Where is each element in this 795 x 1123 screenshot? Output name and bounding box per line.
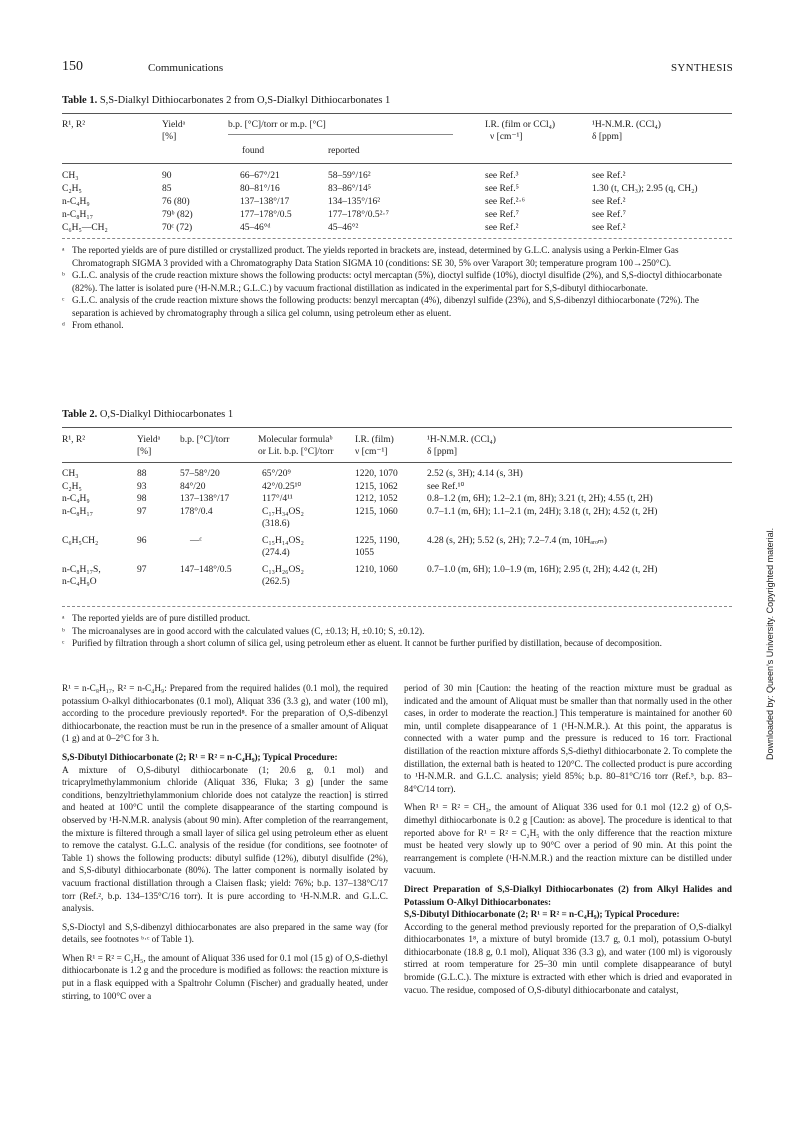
table-row: CH₃ 88 57–58°/20 65°/20⁹ 1220, 1070 2.52 (s, 3H); 4.14 (s, 3H) [62, 469, 523, 479]
table-row: C₆H₅CH₂ 96 —ᶜ C₁₅H₁₄OS₂ (274.4) 1225, 1190, 1055 4.28 (s, 2H); 5.52 (s, 2H); 7.2–7.4 (m, 10Hₐᵣₒₘ) [62, 535, 607, 558]
table2-head-rule [62, 462, 732, 463]
t1-head-found: found [242, 146, 265, 156]
paragraph: R¹ = n-C₈H₁₇, R² = n-C₄H₉: Prepared from the required halides (0.1 mol), the required potassium O-alkyl dithiocarbonates (0.1 mol), Aliquat 336 (3.3 g), and water (100 ml), according to the procedure previously reported⁸. For the preparation of O,S-dibenzyl dithiocarbonate, the reaction must be run in the presence of a smaller amount of Aliquat (1 g) and at 0–2°C for 3 h. [62, 683, 388, 744]
page-number: 150 [62, 59, 83, 74]
t2-head-ir: I.R. (film) [355, 435, 394, 445]
body-right-column [404, 682, 732, 1002]
table-row: n-C₈H₁₇S, n-C₄H₉O 97 147–148°/0.5 C₁₃H₂₆OS₂ (262.5) 1210, 1060 0.7–1.0 (m, 6H); 1.0–1.9 (m, 16H); 2.95 (t, 2H); 4.42 (t, 2H) [62, 564, 658, 587]
t1-head-r: R¹, R² [62, 120, 86, 130]
footnote: ᶜ Purified by filtration through a short column of silica gel, using petroleum ether as eluent. It cannot be further purified by distillation, because of decomposition. [62, 638, 662, 648]
t1-bp-subrule [228, 134, 453, 135]
table-row: C₂H₅ 85 80–81°/16 83–86°/14⁵ see Ref.⁵ 1.30 (t, CH₃); 2.95 (q, CH₂) [62, 184, 698, 194]
table2-body [0, 468, 795, 589]
table2-footnotes [62, 612, 732, 650]
t1-head-yield-unit: [%] [162, 132, 177, 142]
page-header [62, 60, 733, 80]
download-watermark: Downloaded by: Queen's University. Copyrighted material. [765, 527, 775, 760]
table-row: n-C₈H₁₇ 79ᵇ (82) 177–178°/0.5 177–178°/0.5²·⁷ see Ref.⁷ see Ref.⁷ [62, 210, 626, 220]
t2-head-yield-unit: [%] [137, 447, 152, 457]
table1-caption: Table 1. S,S-Dialkyl Dithiocarbonates 2 from O,S-Dialkyl Dithiocarbonates 1 [62, 95, 391, 106]
procedure-heading: S,S-Dibutyl Dithiocarbonate (2; R¹ = R² = n-C₄H₉); Typical Procedure: [404, 909, 680, 920]
t2-head-nmr: ¹H-N.M.R. (CCl₄) [427, 435, 496, 445]
procedure-heading: S,S-Dibutyl Dithiocarbonate (2; R¹ = R² = n-C₄H₉); Typical Procedure: [62, 751, 338, 762]
section-heading: Direct Preparation of S,S-Dialkyl Dithiocarbonates (2) from Alkyl Halides and Potassium O-Alkyl Dithiocarbonates: [404, 883, 732, 907]
footnote: ᵃ The reported yields are of pure distilled or crystallized product. The yields reported in brackets are, instead, determined by G.L.C. analysis using a Perkin-Elmer Gas Chromatograph SIGMA 3 provided with a Chromatography Data Station SIGMA 10 (conditions: SE 30, 5% over Varaport 30; temperature program 100→250°C). [62, 245, 679, 268]
t1-head-ir-unit: ν [cm⁻¹] [490, 132, 523, 142]
section-name: Communications [148, 62, 224, 74]
table-row: n-C₄H₉ 98 137–138°/17 117°/4¹¹ 1212, 1052 0.8–1.2 (m, 6H); 1.2–2.1 (m, 8H); 3.21 (t, 2H); 4.55 (t, 2H) [62, 494, 653, 504]
table-row: n-C₈H₁₇ 97 178°/0.4 C₁₇H₃₄OS₂ (318.6) 1215, 1060 0.7–1.1 (m, 6H); 1.1–2.1 (m, 24H); 3.18 (t, 2H); 4.52 (t, 2H) [62, 506, 658, 529]
t1-head-ir: I.R. (film or CCl₄) [485, 120, 556, 130]
t1-head-reported: reported [328, 146, 360, 156]
t2-head-nmr-unit: δ [ppm] [427, 447, 458, 457]
table1-head-rule [62, 163, 732, 164]
footnote: ᵈ From ethanol. [62, 320, 124, 330]
paragraph: When R¹ = R² = CH₃, the amount of Aliquat 336 used for 0.1 mol (12.2 g) of O,S-dimethyl dithiocarbonate is 0.2 g [Caution: as above]. The procedure is identical to that reported above for R¹ = R² = C₂H₅ with the only difference that the reaction mixture must be heated very slowly up to 90°C over a period of 90 min. At this point the rearrangement is complete (¹H-N.M.R.) and the reaction mixture can be distilled under vacuum. [404, 802, 732, 876]
table2-caption: Table 2. O,S-Dialkyl Dithiocarbonates 1 [62, 409, 234, 420]
t2-head-formula2: or Lit. b.p. [°C]/torr [258, 447, 334, 457]
table1-bottom-rule [62, 238, 732, 239]
footnote: ᵃ The reported yields are of pure distilled product. [62, 613, 251, 623]
table-row: C₂H₅ 93 84°/20 42°/0.25¹⁰ 1215, 1062 see Ref.¹⁰ [62, 481, 465, 492]
footnote: ᵇ G.L.C. analysis of the crude reaction mixture shows the following products: octyl mercaptan (5%), dioctyl sulfide (10%), dioctyl disulfide (2%), and S,S-dioctyl dithiocarbonate (82%). The latter is isolated pure (¹H-N.M.R.; G.L.C.) by vacuum fractional distillation as indicated in the experimental part for S,S-dibutyl dithiocarbonate. [62, 270, 722, 293]
t2-head-formula: Molecular formulaᵇ [258, 435, 333, 445]
table2-bottom-rule [62, 606, 732, 607]
paragraph: When R¹ = R² = C₂H₅, the amount of Aliquat 336 used for 0.1 mol (15 g) of O,S-diethyl dithiocarbonate is 1.2 g and the procedure is modified as follows: the reaction mixture is put in a flask equipped with a Spaltrohr Column (Fischer) and gradually heated, under stirring, to 100°C over a [62, 952, 388, 1001]
t2-head-ir-unit: ν [cm⁻¹] [355, 447, 388, 457]
paragraph: period of 30 min [Caution: the heating of the reaction mixture must be gradual as indicated and the amount of Aliquat must be smaller than that normally used in the other cases, in order to moderate the reaction.] This temperature is maintained for another 60 min, until complete disappearance of 1 (¹H-N.M.R.). At this point, the apparatus is connected with a water pump and the pressure is reduced to 16 torr. Fractional distillation of the reaction mixture affords S,S-diethyl dithiocarbonate 2. To complete the distillation, the external bath is heated to 120°C. The collected product is pure according to ¹H-N.M.R. and G.L.C. analysis; yield 85%; b.p. 80–81°C/16 torr (Ref.⁵, b.p. 83–84°C/14 torr). [404, 683, 732, 794]
t1-head-nmr-unit: δ [ppm] [592, 132, 623, 142]
paragraph: According to the general method previously reported for the preparation of O,S-dialkyl dithiocarbonates 1⁸, a mixture of butyl bromide (13.7 g, 0.1 mol), potassium O-butyl dithiocarbonate (18.8 g, 0.1 mol), Aliquat 336 (3.3 g), and water (100 ml) is vigorously stirred at room temperature for 25–30 min until complete disappearance of butyl bromide (G.L.C.). The mixture is extracted with ether which is dried and evaporated in vacuo. The residue, composed of O,S-dibutyl dithiocarbonate and catalyst, [404, 921, 732, 995]
table-row: C₆H₅—CH₂ 70ᶜ (72) 45–46°ᵈ 45–46°² see Ref.² see Ref.² [62, 223, 626, 233]
table1-top-rule [62, 113, 732, 114]
table1-body [0, 170, 795, 235]
paragraph: A mixture of O,S-dibutyl dithiocarbonate (1; 20.6 g, 0.1 mol) and tricaprylmethylammonium chloride (Aliquat 336, Fluka; 3 g) [under the same conditions, benzyltriethylammonium chloride does not catalyze the reaction] is stirred and heated at 100°C until the complete disappearance of the starting compound is observed by ¹H-N.M.R. analysis (about 90 min). After completion of the rearrangement, the mixture is filtered through a small layer of silica gel using petroleum ether as eluent to remove the catalyst. G.L.C. analysis of the residue (for conditions, see footnoteᵃ of Table 1) shows the following products: dibutyl sulfide (12%), dibutyl disulfide (2%), and S,S-dibutyl dithiocarbonate (80%). The latter component is normally isolated by vacuum fractional distillation through a Claisen flask; yield: 76%; b.p. 137–138°C/17 torr (Ref.², b.p. 134–135°C/16 torr). It is pure according to ¹H-N.M.R. and G.L.C. analysis. [62, 764, 388, 914]
footnote: ᵇ The microanalyses are in good accord with the calculated values (C, ±0.13; H, ±0.10; S, ±0.12). [62, 625, 425, 636]
table-row: n-C₄H₉ 76 (80) 137–138°/17 134–135°/16² see Ref.²·⁶ see Ref.² [62, 197, 626, 207]
journal-name: SYNTHESIS [671, 62, 733, 74]
t1-head-bp: b.p. [°C]/torr or m.p. [°C] [228, 120, 326, 130]
t2-head-yield: Yieldᵃ [137, 435, 161, 445]
t1-head-nmr: ¹H-N.M.R. (CCl₄) [592, 120, 661, 130]
t2-head-r: R¹, R² [62, 435, 86, 445]
table-row: CH₃ 90 66–67°/21 58–59°/16² see Ref.³ see Ref.² [62, 171, 626, 181]
t1-head-yield: Yieldᵃ [162, 120, 186, 130]
body-left-column [62, 682, 388, 1008]
t2-head-bp: b.p. [°C]/torr [180, 435, 230, 445]
footnote: ᶜ G.L.C. analysis of the crude reaction mixture shows the following products: benzyl mercaptan (4%), dibenzyl sulfide (23%), and S,S-dibenzyl dithiocarbonate (72%). The separation is achieved by chromatography through a silica gel column, using petroleum ether as eluent. [62, 295, 699, 318]
paragraph: S,S-Dioctyl and S,S-dibenzyl dithiocarbonates are also prepared in the same way (for details, see footnotes ᵇ·ᶜ of Table 1). [62, 921, 388, 945]
table2-top-rule [62, 427, 732, 428]
table1-footnotes [62, 244, 732, 332]
